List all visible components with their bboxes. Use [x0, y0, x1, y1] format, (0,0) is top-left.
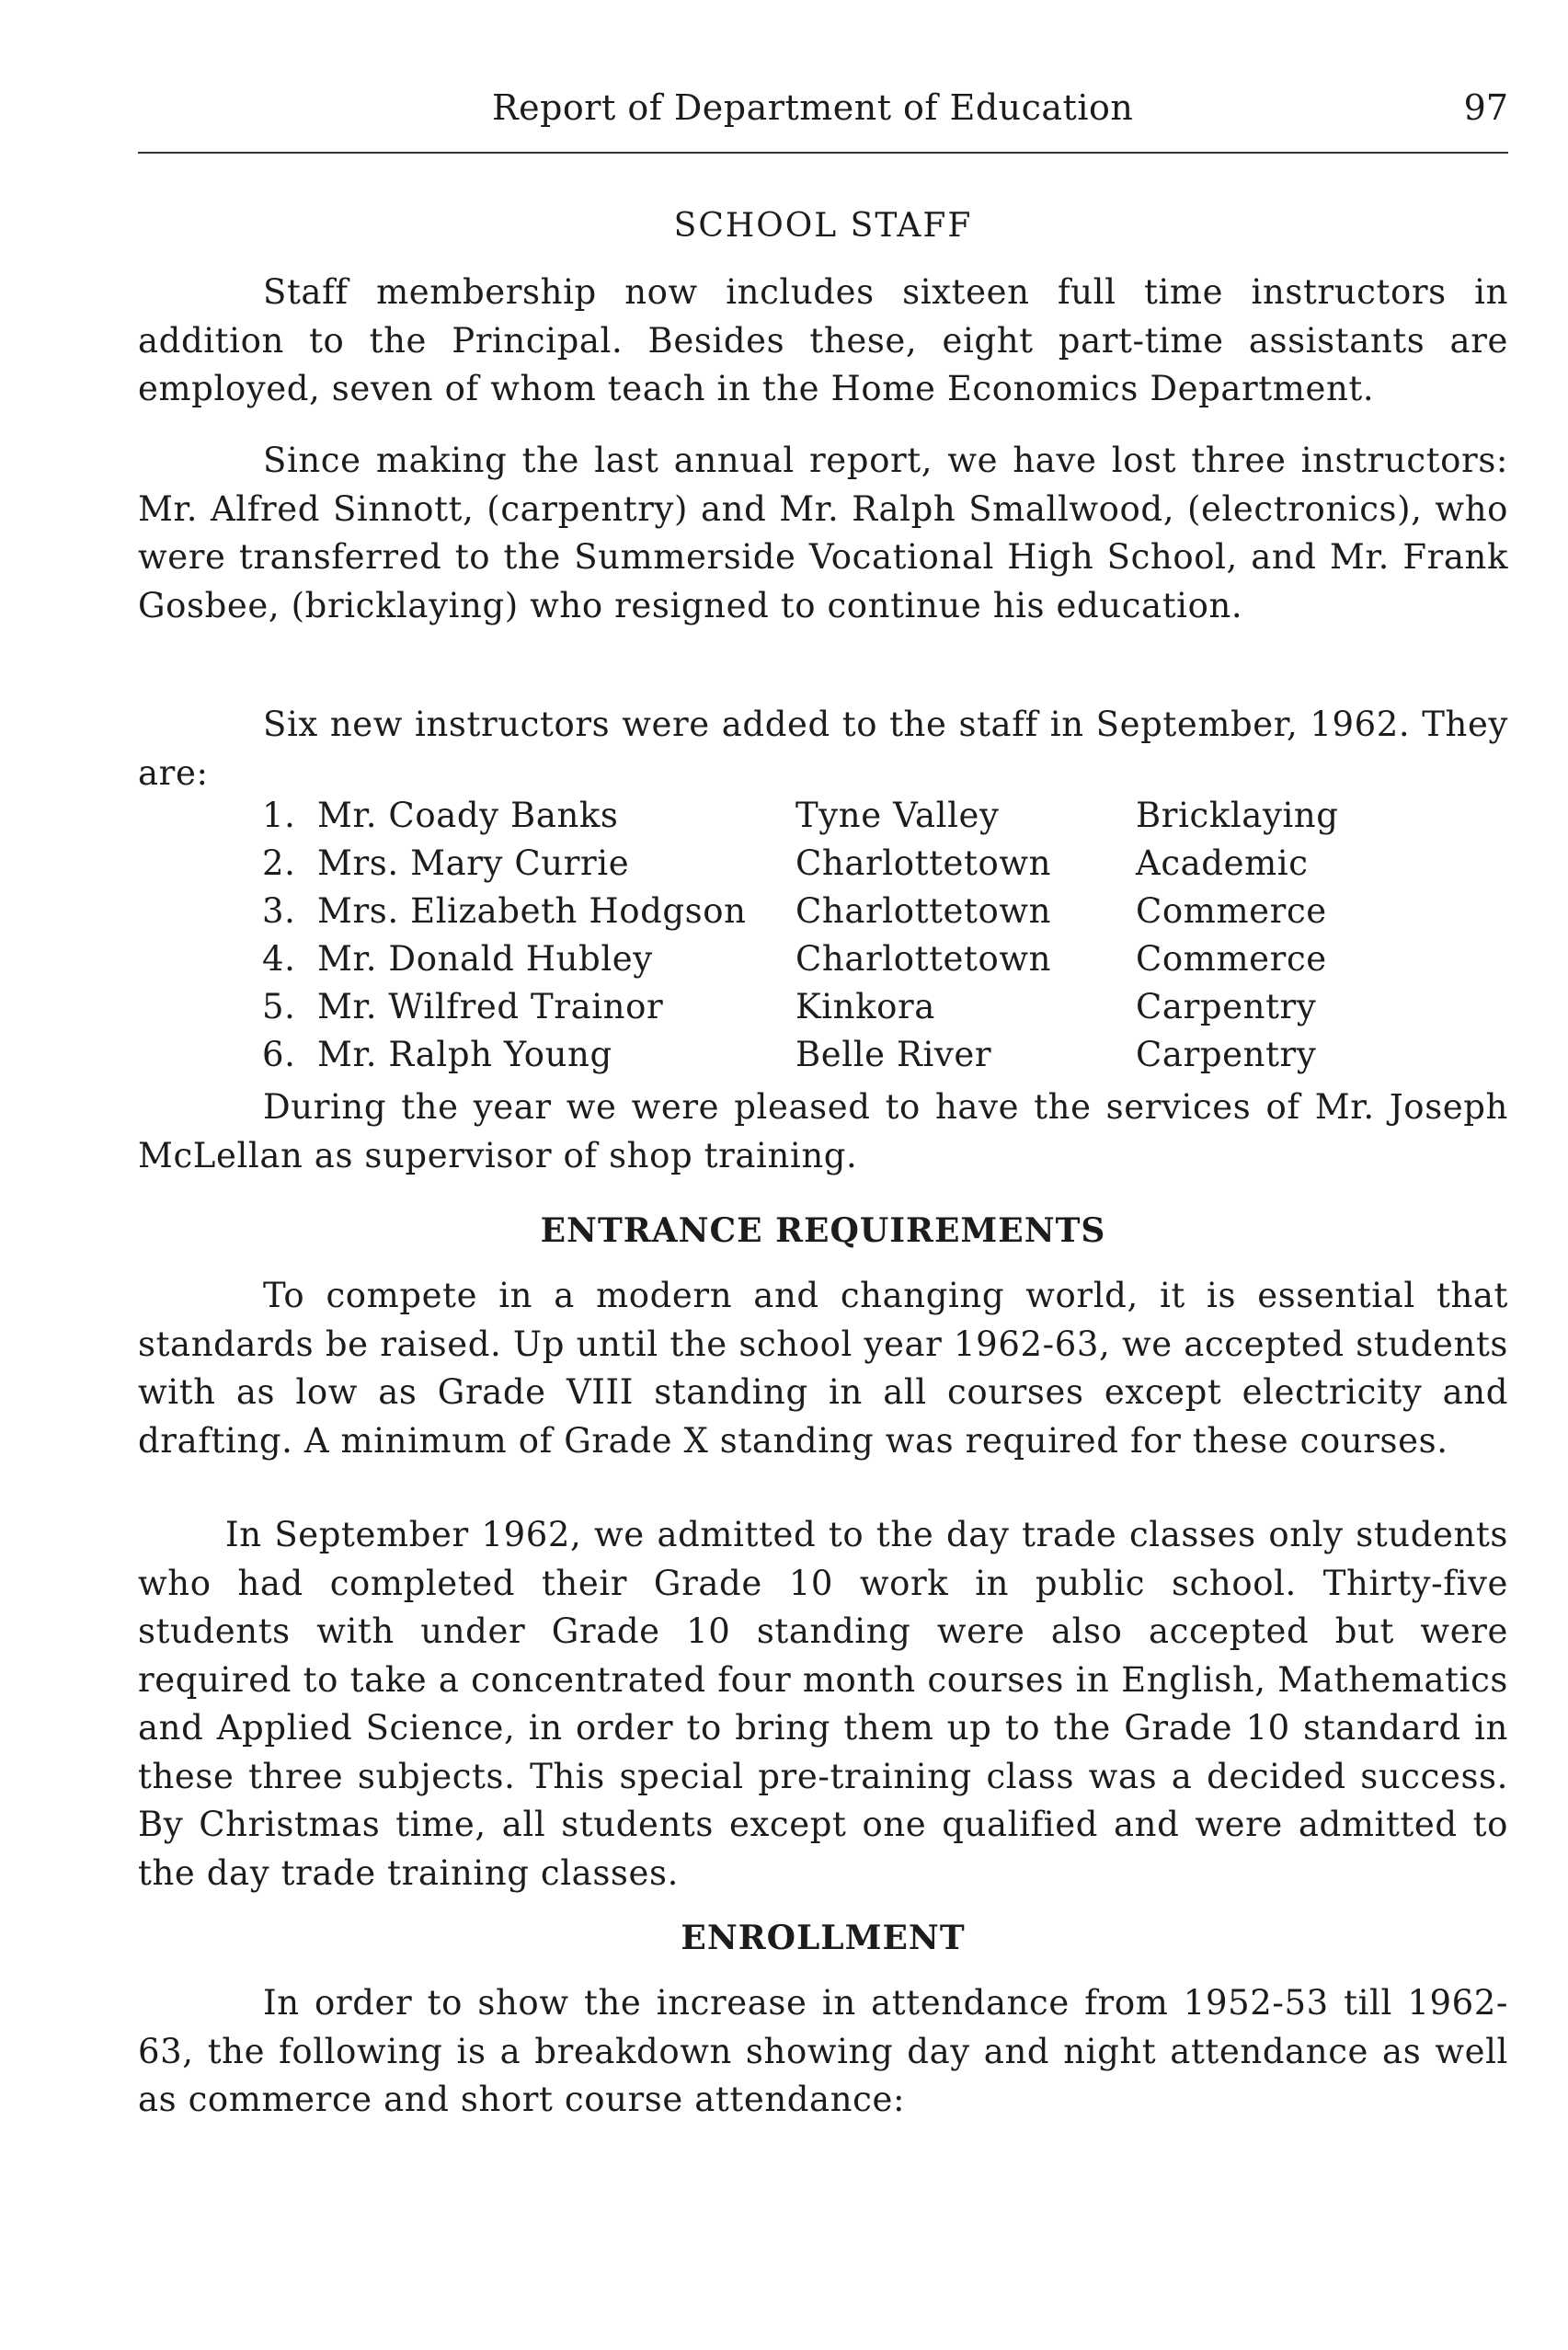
table-row: [262, 796, 1458, 843]
instructor-number: 4.: [262, 939, 296, 979]
instructor-number: 6.: [262, 1035, 296, 1074]
instructor-subject: Carpentry: [1136, 1035, 1317, 1074]
instructor-town: Kinkora: [795, 987, 935, 1026]
instructor-number: 2.: [262, 843, 296, 883]
instructor-number: 5.: [262, 987, 296, 1026]
instructor-subject: Commerce: [1136, 939, 1327, 979]
instructor-name: Mr. Coady Banks: [317, 796, 619, 835]
entrance-requirements-paragraph-2: In September 1962, we admitted to the day trade classes only students who had completed their Grade 10 work in public school. Thirty-five students with under Grade 10 standing were also accepted but were required to take a concentrated four month courses in English, Mathematics and Applied Science, in order to bring them up to the Grade 10 standard in these three subjects. This special pre-training class was a decided success. By Christmas time, all students except one qualified and were admitted to the day trade training classes.: [138, 1515, 1508, 1893]
entrance-requirements-heading: ENTRANCE REQUIREMENTS: [540, 1211, 1106, 1250]
table-row: [262, 987, 1458, 1035]
new-instructors-table: [262, 796, 1458, 1083]
instructor-name: Mrs. Elizabeth Hodgson: [317, 891, 747, 931]
table-row: [262, 891, 1458, 939]
school-staff-paragraph-1: Staff membership now includes sixteen full time instructors in addition to the Principal. Besides these, eight part-time assistants are employed, seven of whom teach in the Home Economics Department.: [138, 272, 1508, 408]
school-staff-paragraph-3: Six new instructors were added to the staff in September, 1962. They are:: [138, 705, 1508, 793]
instructor-subject: Bricklaying: [1136, 796, 1339, 835]
instructor-town: Charlottetown: [795, 939, 1052, 979]
school-staff-heading: SCHOOL STAFF: [673, 207, 973, 245]
instructor-town: Belle River: [795, 1035, 992, 1074]
table-row: [262, 843, 1458, 891]
running-title: Report of Department of Education: [492, 87, 1134, 128]
instructor-subject: Carpentry: [1136, 987, 1317, 1026]
instructor-number: 1.: [262, 796, 296, 835]
instructor-town: Charlottetown: [795, 891, 1052, 931]
page-header: [138, 87, 1508, 154]
instructor-subject: Academic: [1136, 843, 1309, 883]
instructor-town: Tyne Valley: [795, 796, 1000, 835]
page-number: 97: [1463, 87, 1508, 128]
school-staff-paragraph-2: Since making the last annual report, we have lost three instructors: Mr. Alfred Sinnott, (carpentry) and Mr. Ralph Smallwood, (electronics), who were transferred to the Summerside Vocational High School, and Mr. Frank Gosbee, (bricklaying) who resigned to continue his education.: [138, 441, 1508, 625]
enrollment-paragraph-1: In order to show the increase in attendance from 1952-53 till 1962-63, the following is a breakdown showing day and night attendance as well as commerce and short course attendance:: [138, 1983, 1508, 2119]
instructor-name: Mr. Ralph Young: [317, 1035, 612, 1074]
instructor-town: Charlottetown: [795, 843, 1052, 883]
school-staff-paragraph-4: During the year we were pleased to have the services of Mr. Joseph McLellan as supervisor of shop training.: [138, 1087, 1508, 1175]
instructor-name: Mr. Donald Hubley: [317, 939, 653, 979]
table-row: [262, 939, 1458, 987]
table-row: [262, 1035, 1458, 1083]
instructor-name: Mr. Wilfred Trainor: [317, 987, 664, 1026]
instructor-number: 3.: [262, 891, 296, 931]
enrollment-heading: ENROLLMENT: [681, 1919, 966, 1957]
instructor-name: Mrs. Mary Currie: [317, 843, 630, 883]
instructor-subject: Commerce: [1136, 891, 1327, 931]
entrance-requirements-paragraph-1: To compete in a modern and changing world, it is essential that standards be raised. Up until the school year 1962-63, we accepted students with as low as Grade VIII standing in all courses except electricity and drafting. A minimum of Grade X standing was required for these courses.: [138, 1276, 1508, 1461]
